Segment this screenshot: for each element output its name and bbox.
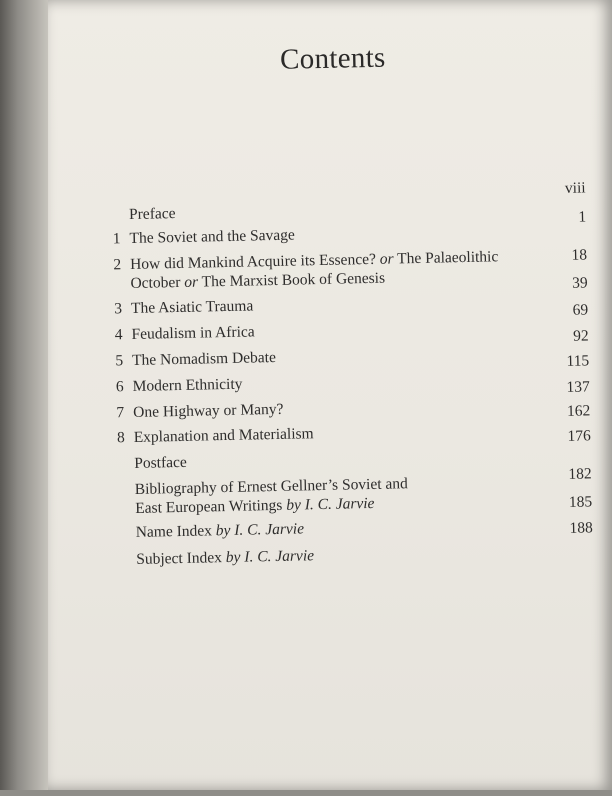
toc-entry-number: 8 <box>116 429 125 447</box>
contents-block <box>62 0 612 796</box>
book-page <box>48 0 612 790</box>
toc-entry-title: One Highway or Many? <box>133 400 284 421</box>
toc-entry-title: The Nomadism Debate <box>131 348 277 369</box>
toc-entry-page: 185 <box>568 493 593 511</box>
toc-entry-page: 39 <box>571 274 588 292</box>
toc-entry-number: 3 <box>114 300 123 318</box>
toc-entry-number: 4 <box>114 326 123 344</box>
toc-entry-title: Postface <box>134 453 187 472</box>
toc-entry-page: 1 <box>578 208 587 226</box>
toc-entry-page: 182 <box>568 465 592 483</box>
toc-entry-number: 5 <box>115 352 124 370</box>
toc-entry-title: The Soviet and the Savage <box>129 226 296 247</box>
toc-entry-title: Subject Index by I. C. Jarvie <box>136 547 315 568</box>
toc-entry-number: 7 <box>116 404 125 422</box>
toc-entry-page: 188 <box>569 519 593 537</box>
toc-entry-preface <box>66 179 586 224</box>
toc-entry-title: Modern Ethnicity <box>132 375 243 395</box>
toc-entry-page: 69 <box>572 301 589 319</box>
toc-entry-title: How did Mankind Acquire its Essence? or The Palaeolithic October or The Marxist Book of Genesis <box>129 248 499 292</box>
toc-entry-page: viii <box>564 179 586 197</box>
toc-entry-title: Preface <box>128 205 176 224</box>
toc-entry-page: 176 <box>567 427 591 445</box>
toc-entry-number: 1 <box>112 230 121 248</box>
toc-entry-title: Feudalism in Africa <box>131 323 255 343</box>
toc-entry-title: The Asiatic Trauma <box>130 297 254 317</box>
toc-entry-title: Name Index by I. C. Jarvie <box>135 520 305 541</box>
toc-entry-page: 115 <box>566 352 590 370</box>
page-title: Contents <box>279 41 386 76</box>
toc-entry-number: 2 <box>113 256 122 274</box>
toc-entry-number: 6 <box>115 378 124 396</box>
toc-entry-title: Explanation and Materialism <box>133 425 314 446</box>
toc-entry-title: Bibliography of Ernest Gellner’s Soviet and East European Writings by I. C. Jarvie <box>134 475 409 517</box>
toc-entry-page: 162 <box>566 402 591 420</box>
toc-entry-page: 92 <box>573 327 589 345</box>
toc-entry-page: 137 <box>566 378 590 396</box>
toc-entry-page: 18 <box>571 246 588 264</box>
